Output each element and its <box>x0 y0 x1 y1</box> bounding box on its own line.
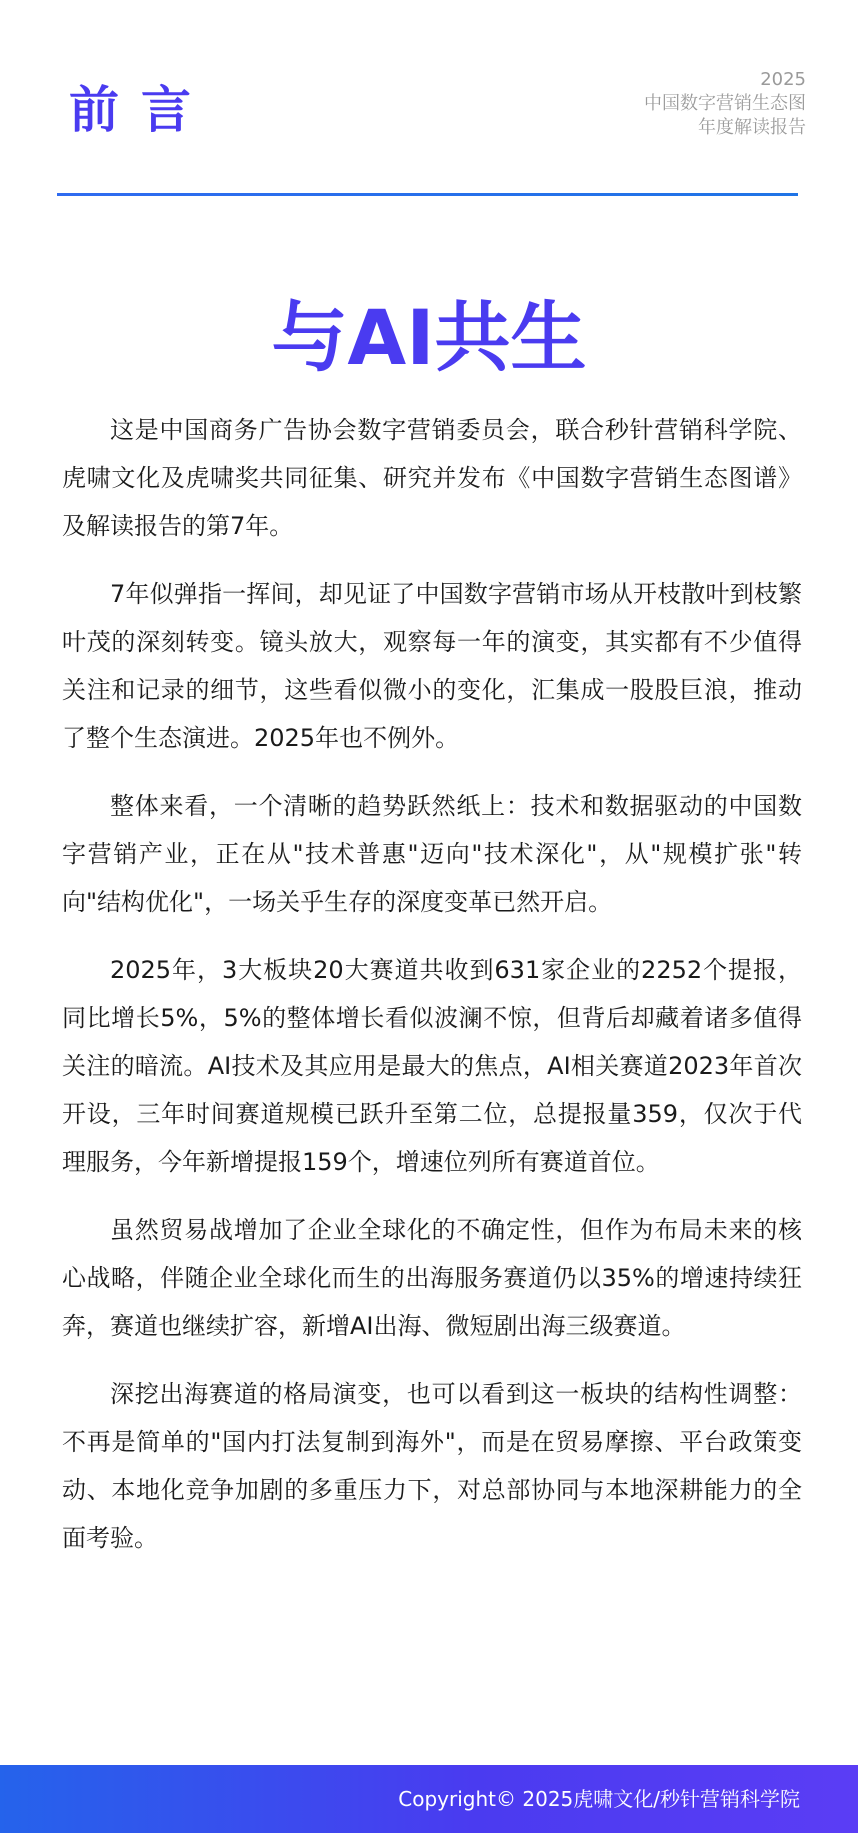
report-subtitle-line2: 年度解读报告 <box>698 117 806 138</box>
report-subtitle-line1: 中国数字营销生态图 <box>644 93 806 114</box>
main-title: 与AI共生 <box>271 293 587 382</box>
paragraph-2: 7年似弹指一挥间，却见证了中国数字营销市场从开枝散叶到枝繁叶茂的深刻转变。镜头放大，观察每一年的演变，其实都有不少值得关注和记录的细节，这些看似微小的变化，汇集成一股股巨浪，推动了整个生态演进。2025年也不例外。 <box>62 580 802 752</box>
header-divider <box>57 193 798 196</box>
section-title: 前言 <box>69 81 213 139</box>
report-meta <box>644 68 806 140</box>
copyright-text: Copyright© 2025虎啸文化/秒针营销科学院 <box>398 1787 800 1811</box>
body-text <box>62 406 802 1582</box>
report-year: 2025 <box>760 69 806 90</box>
footer-bar <box>0 1765 858 1833</box>
paragraph-3: 整体来看，一个清晰的趋势跃然纸上：技术和数据驱动的中国数字营销产业，正在从"技术普惠"迈向"技术深化"，从"规模扩张"转向"结构优化"，一场关乎生存的深度变革已然开启。 <box>62 792 802 916</box>
paragraph-6: 深挖出海赛道的格局演变，也可以看到这一板块的结构性调整：不再是简单的"国内打法复制到海外"，而是在贸易摩擦、平台政策变动、本地化竞争加剧的多重压力下，对总部协同与本地深耕能力的全面考验。 <box>62 1380 802 1552</box>
paragraph-1: 这是中国商务广告协会数字营销委员会，联合秒针营销科学院、虎啸文化及虎啸奖共同征集、研究并发布《中国数字营销生态图谱》及解读报告的第7年。 <box>62 416 802 540</box>
paragraph-4: 2025年，3大板块20大赛道共收到631家企业的2252个提报，同比增长5%，5%的整体增长看似波澜不惊，但背后却藏着诸多值得关注的暗流。AI技术及其应用是最大的焦点，AI相关赛道2023年首次开设，三年时间赛道规模已跃升至第二位，总提报量359，仅次于代理服务，今年新增提报159个，增速位列所有赛道首位。 <box>62 956 802 1176</box>
paragraph-5: 虽然贸易战增加了企业全球化的不确定性，但作为布局未来的核心战略，伴随企业全球化而生的出海服务赛道仍以35%的增速持续狂奔，赛道也继续扩容，新增AI出海、微短剧出海三级赛道。 <box>62 1216 802 1340</box>
